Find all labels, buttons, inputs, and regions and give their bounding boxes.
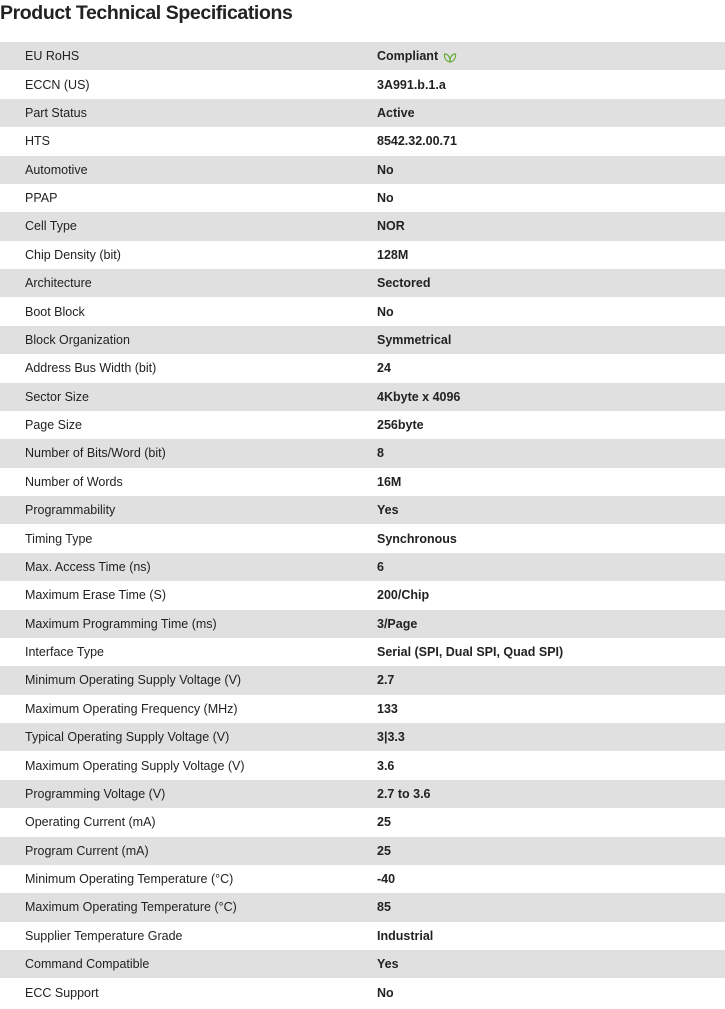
spec-value-cell [377, 468, 725, 496]
spec-row [0, 269, 725, 297]
spec-value-cell [377, 808, 725, 836]
spec-value-cell [377, 978, 725, 1006]
spec-attribute: Boot Block [25, 304, 85, 319]
spec-value: No [377, 985, 394, 1000]
spec-value-cell [377, 184, 725, 212]
spec-value-cell [377, 553, 725, 581]
spec-row [0, 354, 725, 382]
spec-value-cell [377, 751, 725, 779]
spec-row [0, 865, 725, 893]
spec-attribute: Typical Operating Supply Voltage (V) [25, 730, 230, 745]
spec-attribute: PPAP [25, 191, 58, 206]
spec-row [0, 326, 725, 354]
spec-value-cell [377, 241, 725, 269]
spec-row [0, 383, 725, 411]
spec-row [0, 184, 725, 212]
spec-value: Industrial [377, 928, 434, 943]
spec-attribute: Command Compatible [25, 957, 150, 972]
spec-value: 25 [377, 815, 391, 830]
spec-attribute: Page Size [25, 418, 82, 433]
spec-value-cell [377, 638, 725, 666]
spec-value: 6 [377, 559, 384, 574]
spec-row [0, 212, 725, 240]
spec-value-cell [377, 581, 725, 609]
spec-attribute: Address Bus Width (bit) [25, 361, 157, 376]
spec-attribute: Maximum Erase Time (S) [25, 588, 166, 603]
spec-attribute: Programming Voltage (V) [25, 786, 166, 801]
spec-attribute: Interface Type [25, 645, 104, 660]
spec-value-cell [377, 127, 725, 155]
spec-value-cell [377, 496, 725, 524]
spec-row [0, 99, 725, 127]
spec-value: Yes [377, 957, 399, 972]
spec-attribute: Supplier Temperature Grade [25, 928, 183, 943]
spec-value-cell [377, 837, 725, 865]
spec-value-cell [377, 42, 725, 70]
spec-row [0, 42, 725, 70]
spec-value: No [377, 191, 394, 206]
spec-attribute: Operating Current (mA) [25, 815, 156, 830]
spec-value: -40 [377, 872, 396, 887]
spec-row [0, 241, 725, 269]
spec-value-cell [377, 156, 725, 184]
spec-row [0, 524, 725, 552]
spec-value: No [377, 162, 394, 177]
spec-value: Sectored [377, 276, 431, 291]
spec-attribute: Chip Density (bit) [25, 247, 121, 262]
spec-row [0, 666, 725, 694]
spec-value-cell [377, 723, 725, 751]
spec-attribute: Number of Words [25, 474, 123, 489]
spec-value: 85 [377, 900, 391, 915]
spec-value: 3|3.3 [377, 730, 405, 745]
spec-row [0, 723, 725, 751]
spec-value: 2.7 [377, 673, 395, 688]
spec-value: Symmetrical [377, 332, 452, 347]
spec-row [0, 581, 725, 609]
spec-value: Yes [377, 503, 399, 518]
spec-attribute: Number of Bits/Word (bit) [25, 446, 166, 461]
spec-attribute: EU RoHS [25, 49, 80, 64]
spec-value: 3A991.b.1.a [377, 77, 446, 92]
spec-row [0, 978, 725, 1006]
spec-value: 8 [377, 446, 384, 461]
spec-attribute: Maximum Operating Frequency (MHz) [25, 701, 238, 716]
spec-attribute: Part Status [25, 105, 87, 120]
spec-row [0, 751, 725, 779]
spec-value: No [377, 304, 394, 319]
spec-value: 3.6 [377, 758, 395, 773]
spec-value-cell [377, 695, 725, 723]
spec-row [0, 439, 725, 467]
spec-row [0, 496, 725, 524]
spec-attribute: Maximum Operating Supply Voltage (V) [25, 758, 245, 773]
spec-value-cell [377, 922, 725, 950]
spec-attribute: Minimum Operating Supply Voltage (V) [25, 673, 242, 688]
spec-attribute: Minimum Operating Temperature (°C) [25, 872, 234, 887]
spec-attribute: Programmability [25, 503, 116, 518]
spec-value: 25 [377, 843, 391, 858]
spec-row [0, 553, 725, 581]
spec-row [0, 950, 725, 978]
spec-row [0, 297, 725, 325]
spec-value-cell [377, 893, 725, 921]
spec-value: Active [377, 105, 415, 120]
spec-attribute: Timing Type [25, 531, 93, 546]
page-title: Product Technical Specifications [0, 2, 293, 24]
spec-value: 256byte [377, 418, 424, 433]
spec-row [0, 695, 725, 723]
spec-value-cell [377, 865, 725, 893]
spec-value-cell [377, 326, 725, 354]
spec-row [0, 780, 725, 808]
spec-value: 200/Chip [377, 588, 430, 603]
spec-row [0, 893, 725, 921]
spec-attribute: Block Organization [25, 332, 130, 347]
spec-attribute: ECC Support [25, 985, 99, 1000]
spec-attribute: Architecture [25, 276, 92, 291]
spec-value: Synchronous [377, 531, 457, 546]
spec-attribute: ECCN (US) [25, 77, 90, 92]
spec-value-cell [377, 950, 725, 978]
spec-value-cell [377, 99, 725, 127]
spec-value-cell [377, 780, 725, 808]
spec-attribute: Sector Size [25, 389, 89, 404]
spec-value: Serial (SPI, Dual SPI, Quad SPI) [377, 645, 564, 660]
spec-row [0, 837, 725, 865]
spec-value-cell [377, 70, 725, 98]
spec-value-cell [377, 383, 725, 411]
spec-row [0, 808, 725, 836]
spec-value-cell [377, 269, 725, 297]
spec-attribute: Program Current (mA) [25, 843, 149, 858]
spec-row [0, 156, 725, 184]
spec-attribute: Automotive [25, 162, 88, 177]
spec-value-cell [377, 354, 725, 382]
spec-value: 4Kbyte x 4096 [377, 389, 461, 404]
spec-attribute: Cell Type [25, 219, 77, 234]
spec-value: 8542.32.00.71 [377, 134, 457, 149]
spec-value-cell [377, 411, 725, 439]
spec-value-cell [377, 610, 725, 638]
spec-row [0, 468, 725, 496]
spec-row [0, 638, 725, 666]
spec-value-cell [377, 666, 725, 694]
spec-attribute: Maximum Operating Temperature (°C) [25, 900, 237, 915]
spec-value-cell [377, 439, 725, 467]
specs-table [0, 42, 725, 1007]
spec-value: 24 [377, 361, 391, 376]
spec-row [0, 411, 725, 439]
specs-table-body [0, 42, 725, 1007]
spec-row [0, 610, 725, 638]
spec-attribute: HTS [25, 134, 50, 149]
spec-attribute: Maximum Programming Time (ms) [25, 616, 217, 631]
spec-value: 3/Page [377, 616, 418, 631]
spec-attribute: Max. Access Time (ns) [25, 559, 151, 574]
spec-row [0, 70, 725, 98]
spec-value: 133 [377, 701, 398, 716]
spec-value-cell [377, 524, 725, 552]
spec-value: NOR [377, 219, 405, 234]
spec-value: 2.7 to 3.6 [377, 786, 431, 801]
spec-row [0, 922, 725, 950]
spec-value-cell [377, 212, 725, 240]
spec-value: 16M [377, 474, 402, 489]
spec-value: Compliant [377, 49, 439, 64]
spec-row [0, 127, 725, 155]
leaf-icon [443, 51, 457, 63]
spec-value-cell [377, 297, 725, 325]
spec-value: 128M [377, 247, 409, 262]
